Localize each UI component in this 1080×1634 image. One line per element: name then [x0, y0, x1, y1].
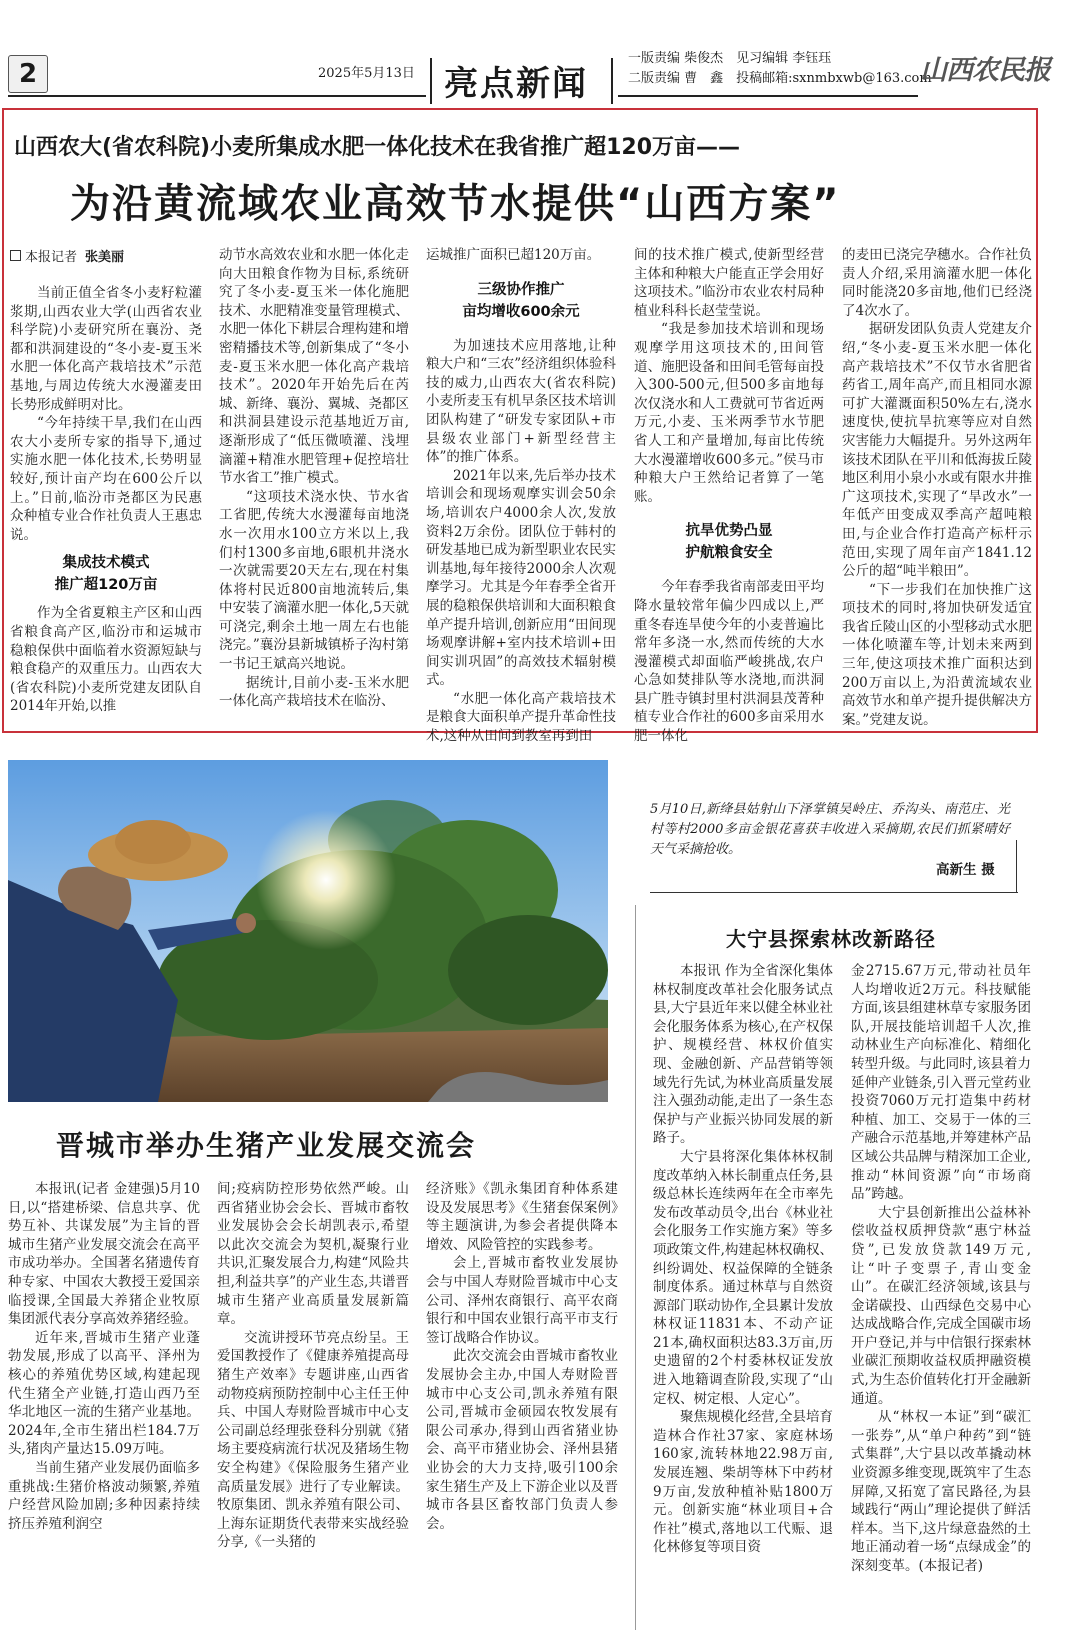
- pig-column-1: [8, 1180, 200, 1628]
- pig-paragraph: 间;疫病防控形势依然严峻。山西省猪业协会会长、晋城市畜牧业发展协会会长胡凯表示,希望以此次交流会为契机,凝聚行业共识,汇聚发展合力,构建“风险共担,利益共享”的产业生态,共谱晋城市生猪产业高质量发展新篇章。: [217, 1181, 409, 1328]
- lead-paragraph: “今年持续干旱,我们在山西农大小麦所专家的指导下,通过实施水肥一体化技术,长势明显较好,预计亩产均在600公斤以上。”日前,临汾市尧都区为民惠众种植专业合作社负责人王惠忠说。: [10, 415, 202, 543]
- lead-column-4: [634, 246, 824, 745]
- lead-paragraph: “水肥一体化高产栽培技术是粮食大面积单产提升革命性技术,这种从田间到教室再到田: [426, 690, 616, 745]
- byline: [10, 246, 124, 265]
- lead-paragraph: 当前正值全省冬小麦籽粒灌浆期,山西农业大学(山西省农业科学院)小麦研究所在襄汾、尧都和洪洞建设的“冬小麦-夏玉米水肥一体化高产栽培技术”示范基地,与周边传统大水漫灌麦田长势形成鲜明对比。: [10, 285, 202, 413]
- forest-paragraph: 金2715.67万元,带动社员年人均增收近2万元。科技赋能方面,该县组建林草专家服务团队,开展技能培训超千人次,推动林业生产向标准化、精细化转型升级。与此同时,该县着力延伸产业链条,引入晋元堂药业投资7060万元打造集中药材种植、加工、交易于一体的三产融合示范基地,并筹建林产品区域公共品牌与精深加工企业,推动“林间资源”向“市场商品”跨越。: [851, 963, 1031, 1203]
- pig-column-2: [217, 1180, 409, 1628]
- lead-column-5: [842, 246, 1032, 728]
- pig-headline: 晋城市举办生猪产业发展交流会: [56, 1129, 477, 1162]
- lead-paragraph: 运城推广面积已超120万亩。: [426, 247, 601, 263]
- pig-paragraph: 交流讲授环节亮点纷呈。王爱国教授作了《健康养殖提高母猪生产效率》专题讲座,山西省动物疫病预防控制中心主任王仲兵、中国人寿财险晋城市中心支公司副总经理张登科分别就《猪场主要疫病流行状况及猪场生物安全构建》《保险服务生猪产业高质量发展》进行了专业解读。牧原集团、凯永养殖有限公司、上海东证期货代表带来实战经验分享,《一头猪的: [217, 1329, 409, 1551]
- byline-name: 张美丽: [85, 250, 125, 265]
- forest-headline: 大宁县探索林改新路径: [726, 927, 936, 951]
- lead-paragraph: 间的技术推广模式,使新型经营主体和种粮大户能直正学会用好这项技术。”临汾市农业农村局种植业科科长赵莹莹说。: [634, 247, 824, 319]
- lead-paragraph: 动节水高效农业和水肥一体化走向大田粮食作物为目标,系统研究了冬小麦-夏玉米一体化施肥技术、水肥精准变量管理模式、水肥一体化下耕层合理构建和增密精播技术等,创新集成了“冬小麦-夏玉米水肥一体化高产栽培技术”。2020年开始先后在芮城、新绛、襄汾、翼城、尧都区和洪洞县建设示范基地近万亩,逐渐形成了“低压微喷灌、浅埋滴灌+精准水肥管理+促控培壮节水省工”推广模式。: [219, 247, 409, 487]
- lead-headline: 为沿黄流域农业高效节水提供“山西方案”: [70, 181, 841, 227]
- editors-line-2: 二版责编 曹 鑫 投稿邮箱:sxnmbxwb@163.com: [628, 71, 932, 86]
- harvest-photo: [8, 760, 608, 1102]
- lead-paragraph: 2021年以来,先后举办技术培训会和现场观摩实训会50余场,培训农户4000余人次,发放资料2万余份。团队位于韩村的研发基地已成为新型职业农民实训基地,每年接待2000余人次观摩学习。尤其是今年春季全省开展的稳粮保供培训和大面积粮食单产提升培训,创新应用“田间现场观摩讲解+室内技术培训+田间实训巩固”的高效技术辐射模式。: [426, 467, 616, 689]
- page-number-box: [8, 55, 48, 93]
- forest-paragraph: 大宁县将深化集体林权制度改革纳入林长制重点任务,县级总林长连续两年在全市率先发布改革动员令,出台《林业社会化服务工作实施方案》等多项政策文件,构建起林权确权、纠纷调处、权益保障的全链条制度体系。通过林草与自然资源部门联动协作,全县累计发放林权证11831本、不动产证21本,确权面积达83.3万亩,历史遗留的2个村委林权证发放进入地籍调查阶段,实现了“山定权、树定根、人定心”。: [653, 1148, 833, 1407]
- page-number: 2: [18, 59, 38, 89]
- lead-kicker: 山西农大(省农科院)小麦所集成水肥一体化技术在我省推广超120万亩——: [14, 135, 741, 160]
- newspaper-logo: 山西农民报: [920, 55, 1050, 86]
- forest-paragraph: 大宁县创新推出公益林补偿收益权质押贷款“惠宁林益贷”,已发放贷款149万元,让“叶子变票子,青山变金山”。在碳汇经济领域,该县与金诺碳投、山西绿色交易中心达成战略合作,完成全国碳市场开户登记,并与中信银行探索林业碳汇预期收益权质押融资模式,为生态价值转化打开金融新通道。: [851, 1204, 1031, 1407]
- column-separator: [635, 905, 636, 1630]
- pig-paragraph: 本报讯(记者 金建强)5月10日,以“搭建桥梁、信息共享、优势互补、共谋发展”为主旨的晋城市生猪产业发展交流会在高平市成功举办。全国著名猪遗传育种专家、中国农大教授王爱国亲临授课,全国最大养猪企业牧原集团派代表分享高效养猪经验。: [8, 1181, 200, 1328]
- forest-paragraph: 本报讯 作为全省深化集体林权制度改革社会化服务试点县,大宁县近年来以健全林业社会化服务体系为核心,在产权保护、规模经营、林权价值实现、金融创新、产品营销等领域先行先试,为林业高质量发展注入强劲动能,走出了一条生态保护与产业振兴协同发展的新路子。: [653, 963, 833, 1147]
- byline-box-icon: [10, 250, 21, 261]
- lead-column-2: [219, 246, 409, 728]
- pig-paragraph: 此次交流会由晋城市畜牧业发展协会主办,中国人寿财险晋城市中心支公司,凯永养殖有限公司,晋城市金硕园农牧发展有限公司承办,得到山西省猪业协会、高平市猪业协会、泽州县猪业协会的大力支持,吸引100余家生猪生产及上下游企业以及晋城市各县区畜牧部门负责人参会。: [426, 1348, 618, 1532]
- photo-caption: 5月10日,新绛县姑射山下泽掌镇吴岭庄、乔沟头、南范庄、光村等村2000多亩金银花喜获丰收进入采摘期,农民们抓紧晴好天气采摘抢收。: [650, 802, 1010, 857]
- lead-paragraph: 今年春季我省南部麦田平均降水量较常年偏少四成以上,严重冬春连旱使今年的小麦普遍比常年多浇一水,然而传统的大水漫灌模式却面临严峻挑战,农户心急如焚排队等水浇地,而洪洞县广胜寺镇封里村洪洞县茂菁种植专业合作社的600多亩采用水肥一体化: [634, 579, 824, 745]
- pig-paragraph: 当前生猪产业发展仍面临多重挑战:生猪价格波动频繁,养殖户经营风险加剧;多种因素持续挤压养殖利润空: [8, 1459, 200, 1532]
- section-title: 亮点新闻: [444, 64, 588, 104]
- lead-column-1: [10, 284, 202, 728]
- forest-column-1: [653, 962, 833, 1628]
- pig-column-3: [426, 1180, 618, 1628]
- forest-paragraph: 从“林权一本证”到“碳汇一张券”,从“单户种药”到“链式集群”,大宁县以改革撬动林业资源多维变现,既筑牢了生态屏障,又拓宽了富民路径,为县域践行“两山”理论提供了鲜活样本。当下,这片绿意盎然的土地正涌动着一场“点绿成金”的深刻变革。(本报记者): [851, 1409, 1031, 1574]
- masthead-date: 2025年5月13日: [318, 66, 415, 81]
- pig-paragraph: 会上,晋城市畜牧业发展协会与中国人寿财险晋城市中心支公司、泽州农商银行、高平农商银行和中国农业银行高平市支行签订战略合作协议。: [426, 1255, 618, 1346]
- lead-subheading: 集成技术模式 推广超120万亩: [54, 555, 158, 594]
- photo-image: [8, 760, 608, 1102]
- lead-subheading: 三级协作推广 亩均增收600余元: [462, 281, 580, 320]
- photo-credit: 高新生 摄: [936, 862, 995, 878]
- forest-column-2: [851, 962, 1031, 1628]
- masthead-divider-right: [611, 58, 613, 104]
- lead-subheading: 抗旱优势凸显 护航粮食安全: [685, 523, 773, 562]
- lead-column-3: [426, 246, 616, 745]
- masthead-rule-right: [618, 95, 918, 97]
- pig-paragraph: 近年来,晋城市生猪产业蓬勃发展,形成了以高平、泽州为核心的养殖优势区域,构建起现代生猪全产业链,打造山西乃至华北地区一流的生猪产业基地。2024年,全市生猪出栏184.7万头,猪肉产量达15.09万吨。: [8, 1329, 200, 1458]
- byline-label: 本报记者: [25, 250, 78, 265]
- pig-paragraph: 经济账》《凯永集团育种体系建设及发展思考》《生猪套保案例》等主题演讲,为参会者提供降本增效、风险管控的实践参考。: [426, 1181, 618, 1253]
- lead-paragraph: 的麦田已浇完孕穗水。合作社负责人介绍,采用滴灌水肥一体化同时能浇20多亩地,他们已经浇了4次水了。: [842, 247, 1032, 319]
- lead-paragraph: “下一步我们在加快推广这项技术的同时,将加快研发适宜我省丘陵山区的小型移动式水肥一体化喷灌车等,计划未来两到三年,使这项技术推广面积达到200万亩以上,为沿黄流域农业高效节水和单产提升提供解决方案。”党建友说。: [842, 581, 1032, 728]
- lead-paragraph: 为加速技术应用落地,让种粮大户和“三农”经济组织体验科技的威力,山西农大(省农科院)小麦所麦玉有机早条区技术培训团队构建了“研发专家团队+市县级农业部门+新型经营主体”的推广体系。: [426, 337, 616, 466]
- editors-line-1: 一版责编 柴俊杰 见习编辑 李钰珏: [628, 51, 832, 66]
- lead-paragraph: “这项技术浇水快、节水省工省肥,传统大水漫灌每亩地浇水一次用水100立方米以上,我们村1300多亩地,6眼机井浇水一次就需要20天左右,现在村集体将村民近800亩地流转后,集中安装了滴灌水肥一体化,5天就可浇完,剩余土地一周左右也能浇完。”襄汾县新城镇桥子沟村第一书记王斌高兴地说。: [219, 488, 409, 673]
- lead-paragraph: “我是参加技术培训和现场观摩学用这项技术的,田间管道、施肥设备和田间毛管每亩投入300-500元,但500多亩地每次仅浇水和人工费就可节省近两万元,小麦、玉米两季节水节肥省人工和产量增加,每亩比传统大水漫灌增收600多元。”侯马市种粮大户王然给记者算了一笔账。: [634, 321, 824, 505]
- masthead-rule: [8, 95, 426, 97]
- masthead-divider-left: [430, 58, 432, 104]
- lead-paragraph: 据统计,目前小麦-玉米水肥一体化高产栽培技术在临汾、: [219, 674, 409, 710]
- lead-paragraph: 据研发团队负责人党建友介绍,“冬小麦-夏玉米水肥一体化高产栽培技术”不仅节水省肥省药省工,周年高产,而且相同水源可扩大灌溉面积50%左右,浇水速度快,使抗旱抗寒等应对自然灾害能力大幅提升。另外这两年该技术团队在平川和低海拔丘陵地区利用小泉小水或有限水井推广这项技术,实现了“旱改水”一年低产田变成双季高产超吨粮田,与企业合作打造高产标杆示范田,实现了周年亩产1841.12公斤的超“吨半粮田”。: [842, 321, 1032, 580]
- forest-paragraph: 聚焦规模化经营,全县培育造林合作社37家、家庭林场160家,流转林地22.98万亩,发展连翘、柴胡等林下中药材9万亩,发放种植补贴1800万元。创新实施“林业项目+合作社”模式,落地以工代赈、退化林修复等项目资: [653, 1409, 833, 1556]
- caption-frame-right: [1016, 840, 1017, 892]
- lead-paragraph: 作为全省夏粮主产区和山西省粮食高产区,临汾市和运城市稳粮保供中面临着水资源短缺与粮食稳产的双重压力。山西农大(省农科院)小麦所党建友团队自2014年开始,以推: [10, 605, 202, 715]
- caption-frame-bottom: [650, 892, 1018, 893]
